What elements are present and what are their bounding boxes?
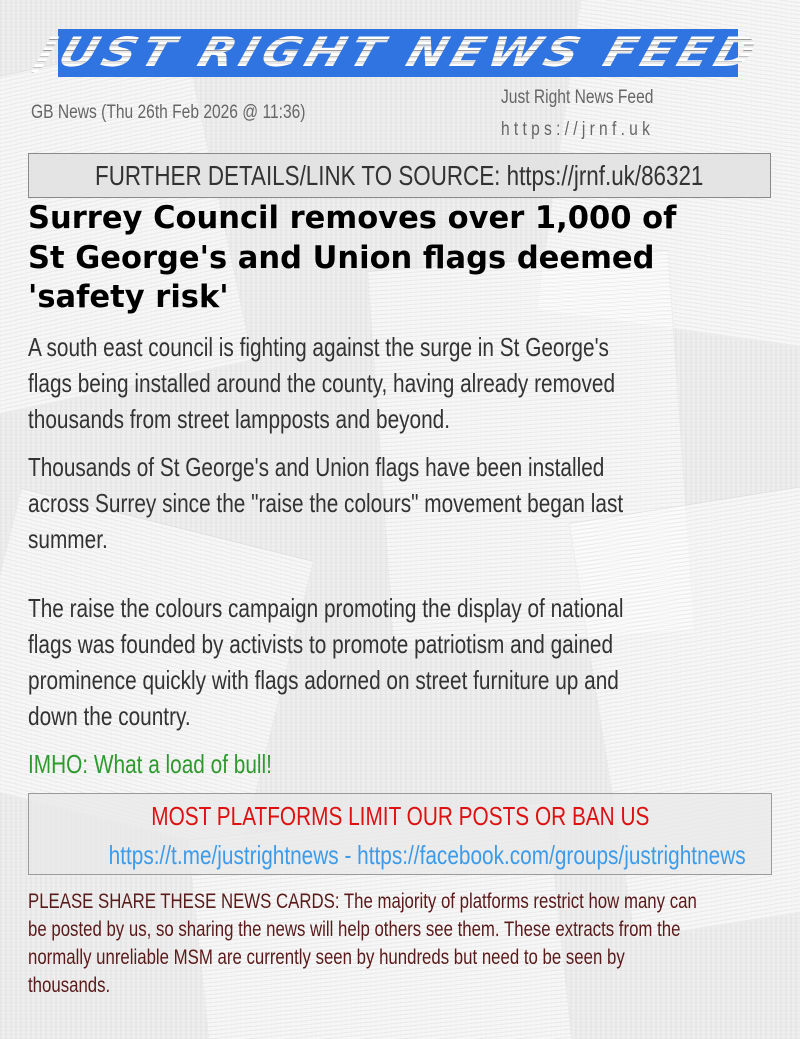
article-headline <box>28 199 778 318</box>
paragraph-line: prominence quickly with flags adorned on street furniture up and <box>28 665 619 695</box>
article-paragraph-2 <box>28 449 788 557</box>
share-notice-line: normally unreliable MSM are currently seen by hundreds but need to be seen by <box>28 946 625 969</box>
source-meta: GB News (Thu 26th Feb 2026 @ 11:36) <box>31 102 306 123</box>
share-notice-line: be posted by us, so sharing the news will help others see them. These extracts from the <box>28 918 681 941</box>
paragraph-line: flags was founded by activists to promote patriotism and gained <box>28 629 614 659</box>
paragraph-line: flags being installed around the county, having already removed <box>28 368 616 398</box>
platforms-notice-box <box>28 793 772 875</box>
social-links-text[interactable]: https://t.me/justrightnews - https://facebook.com/groups/justrightnews <box>108 840 746 870</box>
paragraph-line: summer. <box>28 524 108 554</box>
share-notice-line: PLEASE SHARE THESE NEWS CARDS: The majority of platforms restrict how many can <box>28 890 697 913</box>
platforms-warning <box>29 799 771 833</box>
source-link-box[interactable] <box>28 153 771 198</box>
share-notice-line: thousands. <box>28 974 111 997</box>
site-logo-text: JUST RIGHT NEWS FEED <box>29 29 767 76</box>
paragraph-line: The raise the colours campaign promoting the display of national <box>28 593 624 623</box>
social-links[interactable] <box>29 838 771 872</box>
brand-url-link[interactable]: https://jrnf.uk <box>501 119 655 140</box>
article-paragraph-1 <box>28 329 788 437</box>
platforms-warning-text: MOST PLATFORMS LIMIT OUR POSTS OR BAN US <box>150 801 650 831</box>
share-notice <box>28 888 788 1000</box>
brand-name: Just Right News Feed <box>501 87 654 108</box>
site-banner <box>29 29 767 77</box>
paragraph-line: thousands from street lampposts and beyond. <box>28 404 451 434</box>
paragraph-line: Thousands of St George's and Union flags have been installed <box>28 452 605 482</box>
headline-line: 'safety risk' <box>28 279 229 315</box>
source-link[interactable]: FURTHER DETAILS/LINK TO SOURCE: https://jrnf.uk/86321 <box>95 159 704 191</box>
headline-line: Surrey Council removes over 1,000 of <box>28 200 677 236</box>
paragraph-line: A south east council is fighting against the surge in St George's <box>28 332 609 362</box>
paragraph-line: down the country. <box>28 701 191 731</box>
editor-opinion: IMHO: What a load of bull! <box>28 749 272 779</box>
paragraph-line: across Surrey since the "raise the colours" movement began last <box>28 488 624 518</box>
article-paragraph-3 <box>28 590 788 734</box>
headline-line: St George's and Union flags deemed <box>28 239 655 276</box>
